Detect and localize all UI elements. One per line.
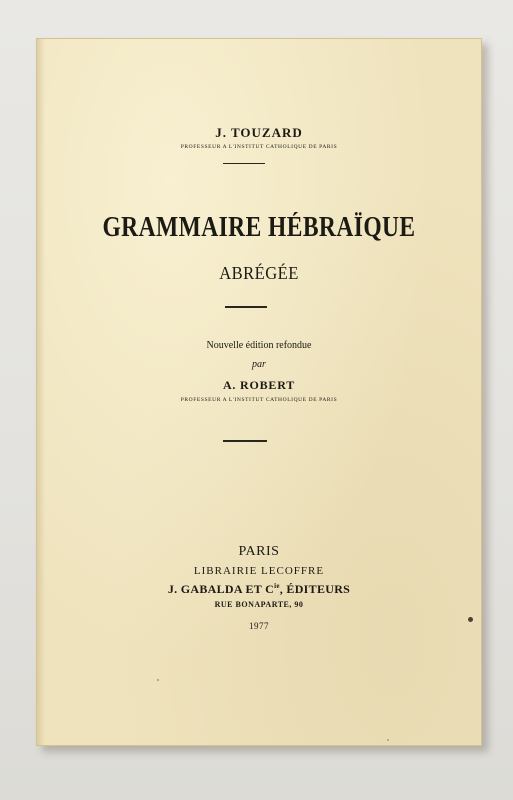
publication-city: PARIS [238,544,280,559]
publisher-address: RUE BONAPARTE, 90 [214,600,304,609]
by-label: par [252,359,266,370]
edition-note: Nouvelle édition refondue [206,340,312,351]
book-title: GRAMMAIRE HÉBRAÏQUE [102,212,416,243]
paper-speck [157,679,159,681]
divider-rule [223,440,267,442]
reviser-affiliation: PROFESSEUR A L'INSTITUT CATHOLIQUE DE PARIS [180,397,338,403]
publisher-name [37,582,481,597]
author-name: J. TOUZARD [215,125,303,140]
book-cover [36,38,482,746]
publication-year: 1977 [249,621,269,631]
paper-speck [387,739,389,741]
divider-rule [225,306,267,308]
paper-speck [468,617,473,622]
divider-rule [223,163,265,164]
library-name: LIBRAIRIE LECOFFRE [193,565,325,577]
reviser-name: A. ROBERT [222,378,296,392]
publisher-prefix: J. GABALDA ET C [167,582,275,596]
book-subtitle: ABRÉGÉE [219,263,299,283]
author-affiliation: PROFESSEUR A L'INSTITUT CATHOLIQUE DE PARIS [180,144,338,150]
publisher-suffix: , ÉDITEURS [279,582,351,596]
publisher-sup: ie [274,582,280,590]
